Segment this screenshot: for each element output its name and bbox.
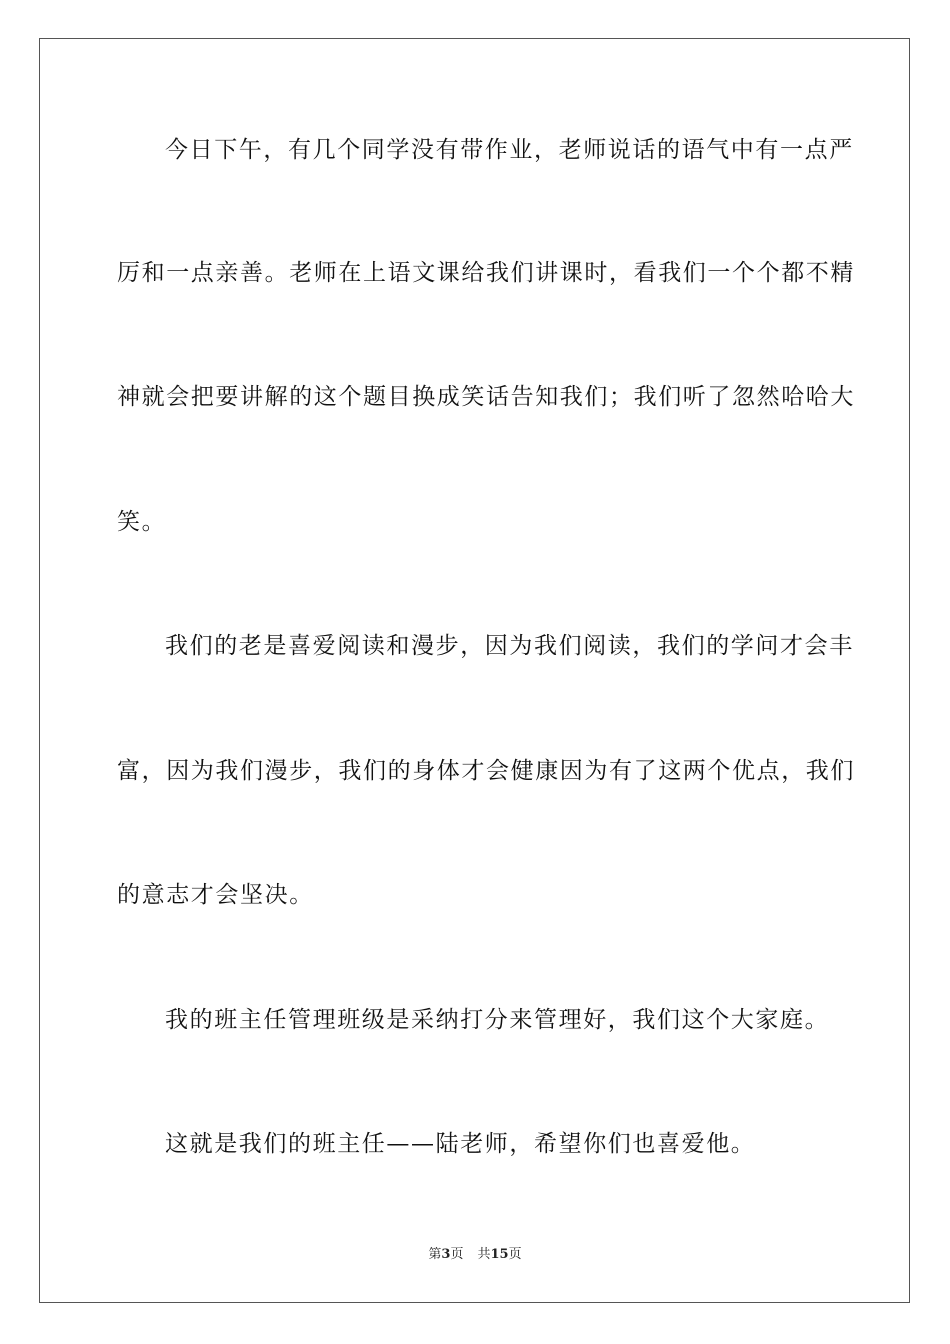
- page-footer: [0, 1246, 950, 1264]
- page-frame: [39, 38, 910, 1303]
- paragraph-2-line-2: 富，因为我们漫步，我们的身体才会健康因为有了这两个优点，我们: [117, 758, 855, 784]
- total-suffix: 页: [508, 1247, 522, 1262]
- paragraph-4-line-1: 这就是我们的班主任——陆老师，希望你们也喜爱他。: [165, 1131, 756, 1157]
- total-pages: 15: [490, 1247, 509, 1262]
- page-suffix: 页: [450, 1247, 464, 1262]
- paragraph-3-line-1: 我的班主任管理班级是采纳打分来管理好，我们这个大家庭。: [165, 1007, 830, 1033]
- paragraph-2-line-1: 我们的老是喜爱阅读和漫步，因为我们阅读，我们的学问才会丰: [165, 633, 854, 659]
- paragraph-2-line-3: 的意志才会坚决。: [117, 882, 314, 908]
- paragraph-1-line-1: 今日下午，有几个同学没有带作业，老师说话的语气中有一点严: [165, 137, 854, 163]
- paragraph-1-line-4: 笑。: [117, 509, 167, 535]
- total-prefix: 共: [477, 1247, 491, 1262]
- page-prefix: 第: [428, 1247, 442, 1262]
- paragraph-1-line-3: 神就会把要讲解的这个题目换成笑话告知我们；我们听了忽然哈哈大: [117, 384, 855, 410]
- paragraph-1-line-2: 厉和一点亲善。老师在上语文课给我们讲课时，看我们一个个都不精: [117, 260, 855, 286]
- page-number: 3: [441, 1247, 451, 1262]
